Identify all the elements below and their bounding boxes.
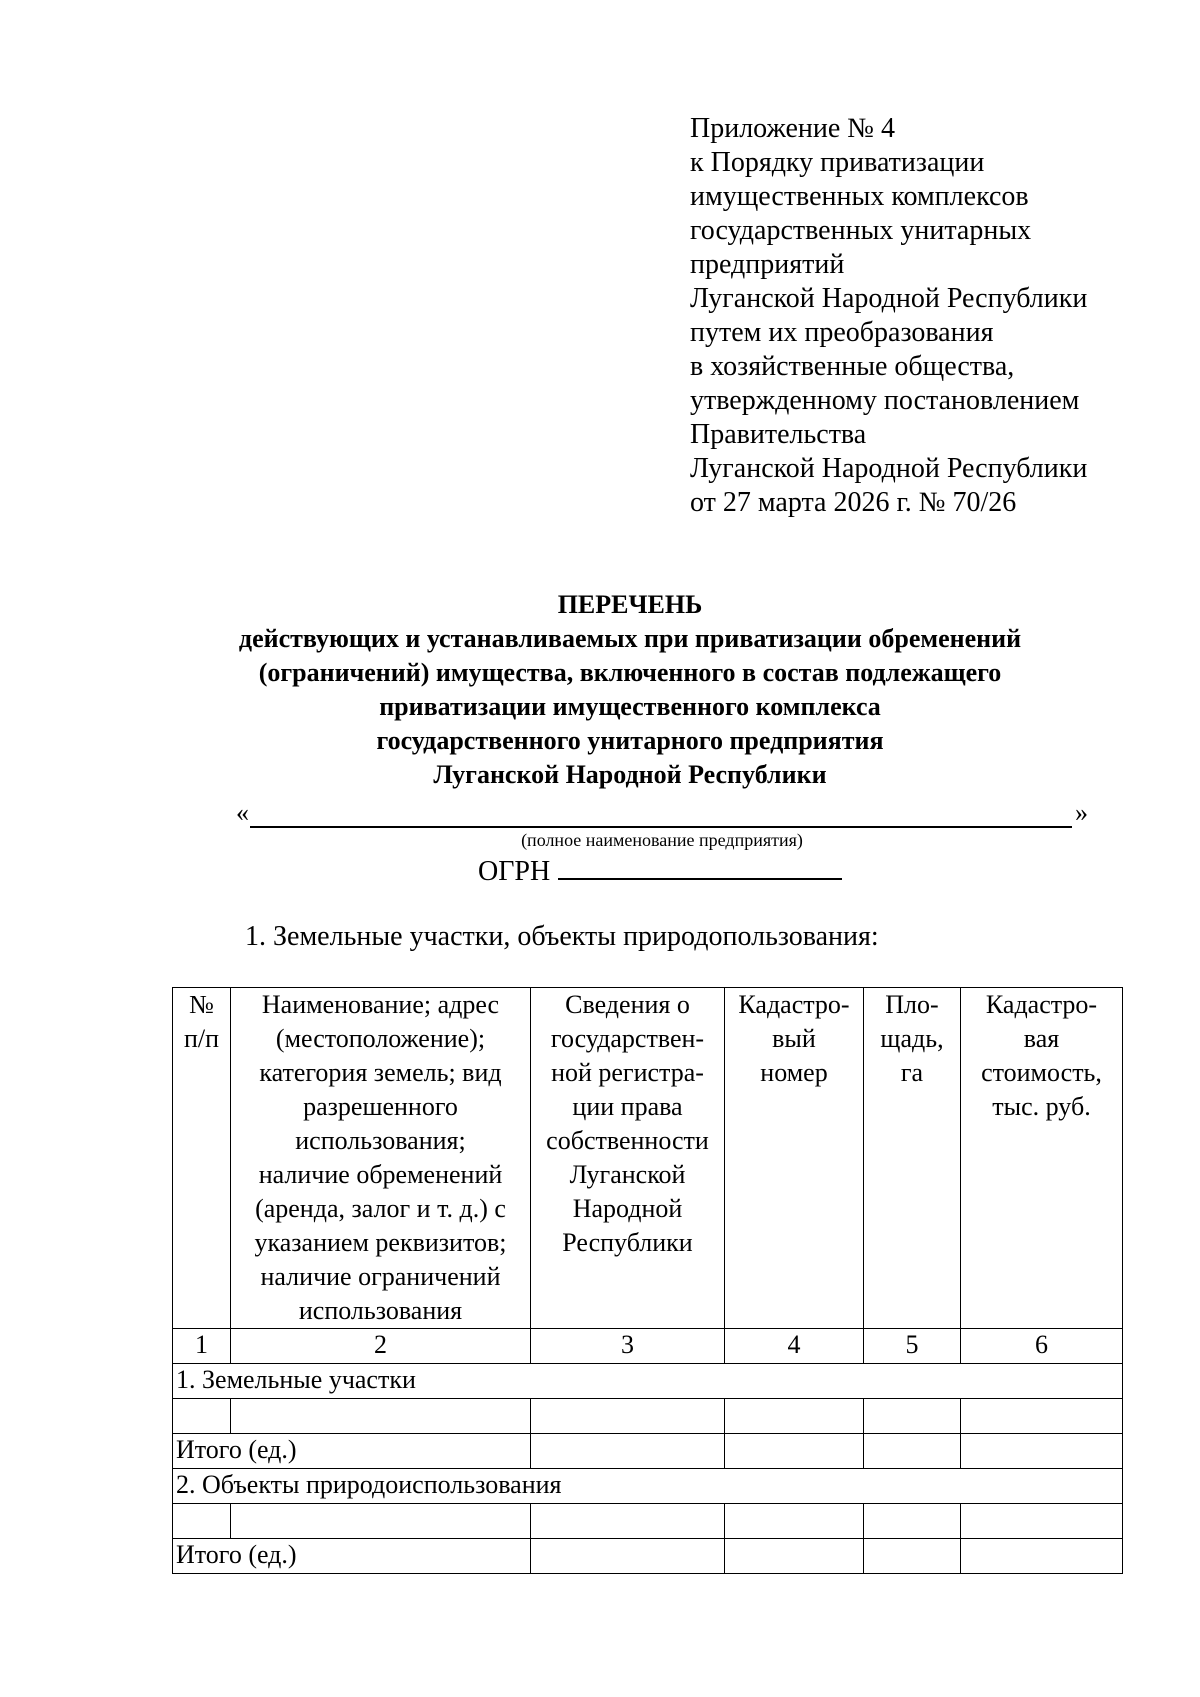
title-line: Луганской Народной Республики [433,760,827,789]
column-number: 2 [231,1329,531,1364]
annex-line: от 27 марта 2026 г. № 70/26 [690,487,1017,518]
title-heading: ПЕРЕЧЕНЬ [557,590,703,619]
header-cell-number [173,988,231,1329]
header-text: (местоположение); [275,1024,486,1053]
annex-line: имущественных комплексов [690,181,1029,212]
header-text: Народной [572,1194,683,1223]
table-header-row [173,988,1123,1329]
header-text: государствен- [550,1024,705,1053]
column-number: 3 [531,1329,725,1364]
header-text: Пло- [885,990,939,1019]
header-text: вый [772,1024,816,1053]
header-text: Республики [562,1228,693,1257]
annex-line: Правительства [690,419,867,450]
table-cell[interactable] [531,1399,725,1434]
group-heading-land-plots: 1. Земельные участки [173,1364,1123,1399]
group-heading-row [173,1364,1123,1399]
column-number: 1 [173,1329,231,1364]
title-line: (ограничений) имущества, включенного в состав подлежащего [258,658,1002,687]
document-title [170,588,1090,792]
header-text: Кадастро- [738,990,850,1019]
title-line: государственного унитарного предприятия [376,726,884,755]
header-cell-registration [531,988,725,1329]
table-cell[interactable] [864,1539,961,1574]
header-text: собственности [546,1126,709,1155]
ogrn-field [478,852,842,889]
title-line: действующих и устанавливаемых при приватизации обременений [238,624,1022,653]
table-cell[interactable] [531,1539,725,1574]
annex-line: Приложение № 4 [690,113,895,144]
table-cell[interactable] [231,1399,531,1434]
table-cell[interactable] [864,1504,961,1539]
header-text: разрешенного [303,1092,458,1121]
header-text: тыс. руб. [992,1092,1091,1121]
header-text: категория земель; вид [259,1058,502,1087]
table-row [173,1399,1123,1434]
header-text: наличие ограничений [260,1262,501,1291]
table-cell[interactable] [231,1504,531,1539]
header-cell-cadastral-number [725,988,864,1329]
header-text: Сведения о [565,990,690,1019]
header-text: стоимость, [981,1058,1102,1087]
group-heading-natural-resources: 2. Объекты природоиспользования [173,1469,1123,1504]
column-number: 5 [864,1329,961,1364]
annex-line: государственных унитарных [690,215,1032,246]
enterprise-name-caption: (полное наименование предприятия) [521,830,803,850]
header-text: Луганской [569,1160,686,1189]
column-number-row [173,1329,1123,1364]
quote-close: » [1075,798,1088,827]
total-row [173,1539,1123,1574]
header-cell-name [231,988,531,1329]
header-cell-area [864,988,961,1329]
header-text: использования; [295,1126,466,1155]
header-text: номер [760,1058,828,1087]
title-line: приватизации имущественного комплекса [379,692,881,721]
header-text: (аренда, залог и т. д.) с [255,1194,506,1223]
table-cell[interactable] [173,1504,231,1539]
table-cell[interactable] [725,1539,864,1574]
total-label: Итого (ед.) [173,1434,531,1469]
land-plots-table [172,987,1123,1574]
header-text: № [189,990,214,1019]
annex-line: Луганской Народной Республики [690,453,1088,484]
header-text: га [900,1058,924,1087]
header-text: вая [1023,1024,1060,1053]
header-text: наличие обременений [258,1160,503,1189]
table-cell[interactable] [173,1399,231,1434]
ogrn-label: ОГРН [478,856,551,887]
annex-line: путем их преобразования [690,317,994,348]
header-text: использования [298,1296,463,1325]
table-cell[interactable] [961,1434,1123,1469]
group-heading-row [173,1469,1123,1504]
table-cell[interactable] [864,1434,961,1469]
total-row [173,1434,1123,1469]
section-heading: 1. Земельные участки, объекты природопользования: [245,921,879,952]
table-cell[interactable] [725,1434,864,1469]
table-cell[interactable] [864,1399,961,1434]
table-row [173,1504,1123,1539]
header-text: щадь, [880,1024,944,1053]
quote-open: « [236,798,249,827]
table-cell[interactable] [961,1504,1123,1539]
header-text: п/п [183,1024,220,1053]
annex-line: в хозяйственные общества, [690,351,1015,382]
header-text: ной регистра- [551,1058,704,1087]
table-cell[interactable] [725,1504,864,1539]
table-cell[interactable] [961,1399,1123,1434]
header-text: Кадастро- [985,990,1098,1019]
annex-line: предприятий [690,249,845,280]
header-cell-cadastral-value [961,988,1123,1329]
header-text: ции права [572,1092,683,1121]
column-number: 4 [725,1329,864,1364]
column-number: 6 [961,1329,1123,1364]
annex-line: к Порядку приватизации [690,147,985,178]
enterprise-name-field[interactable] [236,796,1088,830]
ogrn-underline[interactable] [558,852,842,880]
table-cell[interactable] [531,1434,725,1469]
annex-line: утвержденному постановлением [690,385,1080,416]
enterprise-name-underline [250,826,1072,828]
table-cell[interactable] [531,1504,725,1539]
annex-reference [690,112,1160,520]
table-cell[interactable] [961,1539,1123,1574]
header-text: указанием реквизитов; [254,1228,507,1257]
table-cell[interactable] [725,1399,864,1434]
header-text: Наименование; адрес [261,990,500,1019]
annex-line: Луганской Народной Республики [690,283,1088,314]
total-label: Итого (ед.) [173,1539,531,1574]
